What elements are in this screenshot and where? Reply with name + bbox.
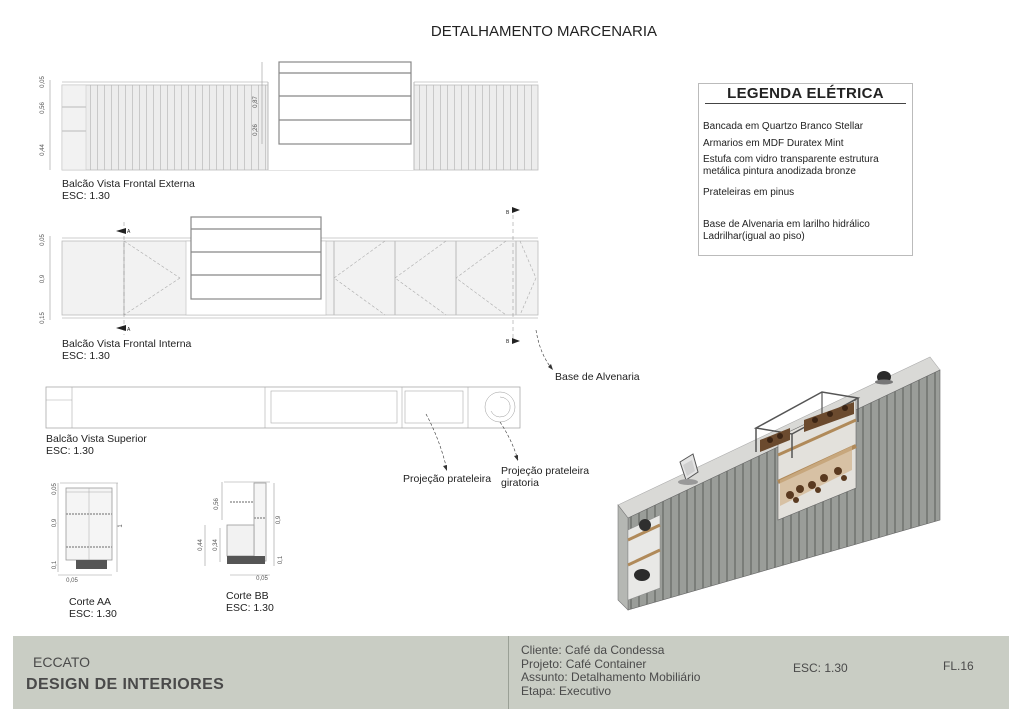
dim-bb-right: 0,9 (276, 515, 282, 525)
dim-aa-total: 1 (118, 524, 124, 528)
page-title: DETALHAMENTO MARCENARIA (430, 23, 658, 40)
legend-title: LEGENDA ELÉTRICA (705, 85, 906, 104)
legend-item: Armarios em MDF Duratex Mint (703, 138, 844, 149)
brand-subtitle: DESIGN DE INTERIORES (26, 676, 225, 693)
annotation-base-alvenaria: Base de Alvenaria (555, 371, 640, 383)
legend-item: Prateleiras em pinus (703, 187, 795, 198)
dim-bb-bottom: 0,05 (256, 576, 268, 582)
dim-bb-top: 0,56 (214, 498, 220, 510)
title-block-divider (508, 636, 509, 709)
dim-ext-low: 0,44 (40, 144, 46, 156)
label-corte-bb: Corte BB ESC: 1.30 (226, 590, 274, 614)
legend-item: Bancada em Quartzo Branco Stellar (703, 121, 864, 132)
annotation-projecao-giratoria: Projeção prateleira giratoria (501, 465, 590, 489)
section-a-top: A (127, 229, 131, 235)
legend-item: Estufa com vidro transparente estrutura metálica pintura anodizada bronze (703, 154, 879, 177)
project-info (521, 644, 700, 698)
label-superior: Balcão Vista Superior ESC: 1.30 (46, 433, 147, 457)
dim-int-low: 0,15 (40, 312, 46, 324)
dim-ext-shelf: 0,87 (253, 96, 259, 108)
dim-aa-bottom: 0,05 (66, 578, 78, 584)
dim-aa-mid: 0,9 (52, 518, 58, 528)
sheet-number: FL.16 (943, 659, 974, 673)
section-b-bottom: B (506, 339, 510, 345)
annotation-projecao-prateleira: Projeção prateleira (403, 473, 492, 485)
dim-bb-low: 0,1 (278, 555, 284, 565)
dim-ext-top: 0,05 (40, 76, 46, 88)
dim-int-mid: 0,9 (40, 274, 46, 284)
section-b-top: B (506, 210, 510, 216)
label-frontal-interna: Balcão Vista Frontal Interna ESC: 1.30 (62, 338, 192, 362)
dim-ext-mid: 0,56 (40, 102, 46, 114)
section-a-bottom: A (127, 327, 131, 333)
legend-item: Base de Alvenaria em larilho hidrálico Ladrilhar(igual ao piso) (703, 219, 870, 242)
title-block (13, 636, 1009, 709)
info-etapa: Etapa: Executivo (521, 683, 612, 698)
dim-int-top: 0,05 (40, 234, 46, 246)
dim-bb-b: 0,34 (213, 539, 219, 551)
view-frontal-externa (40, 62, 538, 170)
info-projeto: Projeto: Café Container (521, 656, 647, 671)
view-corte-aa (52, 483, 124, 584)
info-cliente: Cliente: Café da Condessa (521, 643, 665, 657)
legend-box (698, 83, 913, 256)
brand-logo-text: ECCATO (33, 654, 91, 670)
label-frontal-externa: Balcão Vista Frontal Externa ESC: 1.30 (62, 178, 195, 202)
label-corte-aa: Corte AA ESC: 1.30 (69, 596, 117, 620)
view-corte-bb (198, 482, 284, 582)
dim-bb-a: 0,44 (198, 539, 204, 551)
info-assunto: Assunto: Detalhamento Mobiliário (521, 670, 701, 684)
dim-aa-top: 0,05 (52, 483, 58, 495)
sheet-scale: ESC: 1.30 (793, 661, 848, 675)
counter-render (618, 357, 940, 610)
dim-ext-gap: 0,26 (253, 124, 259, 136)
dim-aa-low: 0,1 (52, 560, 58, 570)
view-superior (46, 387, 520, 471)
